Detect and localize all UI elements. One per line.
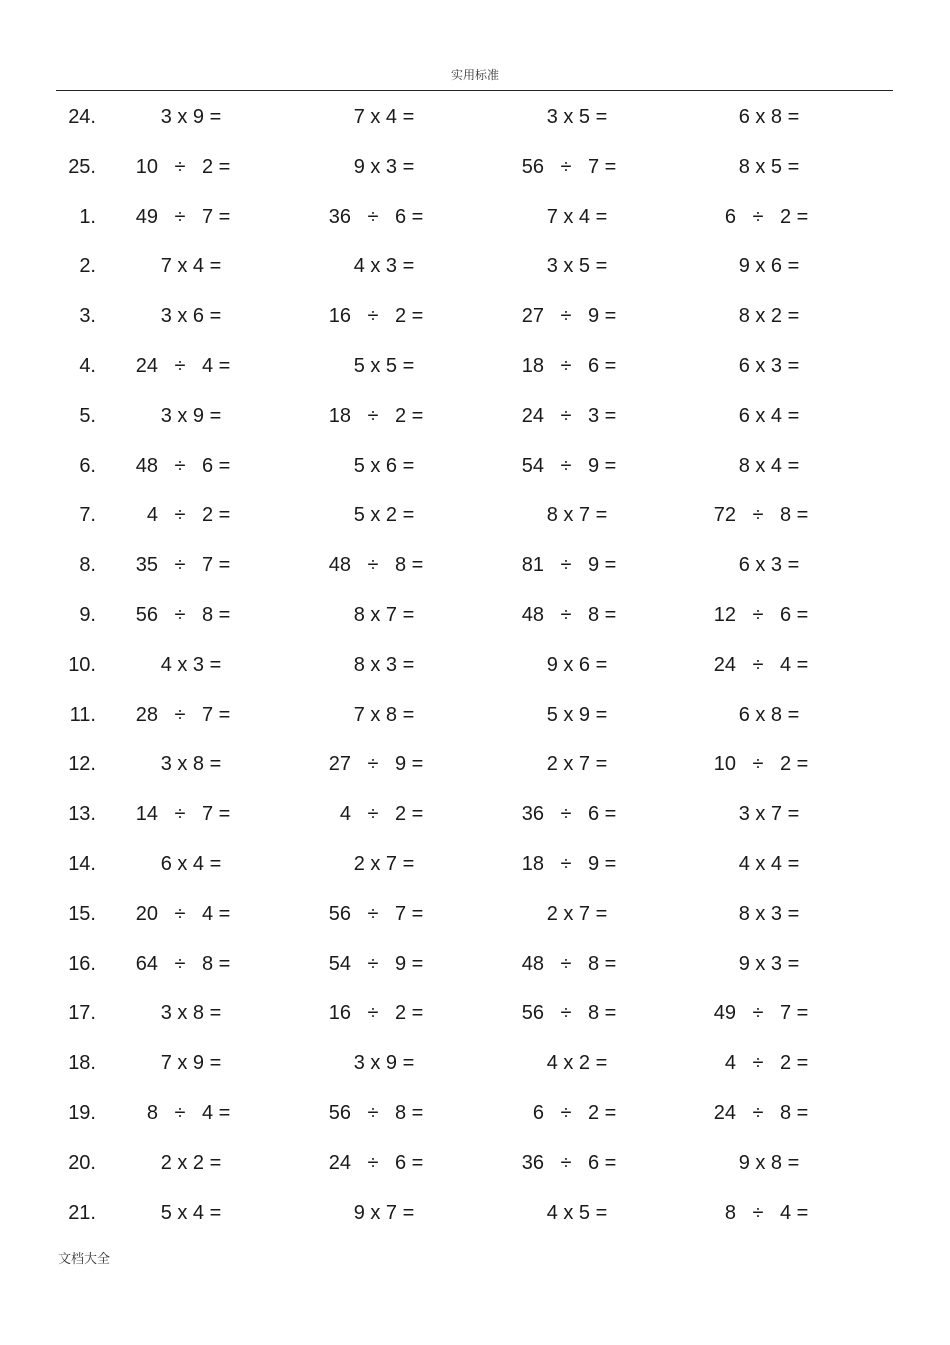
multiplication-problem: 3 x 8 = [160, 1002, 222, 1025]
division-problem: 36 ÷ 6 = [521, 803, 617, 826]
problem-row [0, 1196, 950, 1246]
division-problem: 12 ÷ 6 = [713, 603, 809, 626]
division-problem: 24 ÷ 4 = [713, 653, 809, 676]
division-problem: 48 ÷ 8 = [521, 952, 617, 975]
division-problem: 27 ÷ 9 = [328, 753, 424, 776]
problem-number: 6. [79, 454, 96, 477]
problem-row [0, 747, 950, 797]
problem-row [0, 698, 950, 748]
multiplication-problem: 5 x 5 = [353, 354, 415, 377]
multiplication-problem: 4 x 4 = [738, 852, 800, 875]
problem-row [0, 200, 950, 250]
division-problem: 81 ÷ 9 = [521, 554, 617, 577]
division-problem: 18 ÷ 6 = [521, 354, 617, 377]
division-problem: 18 ÷ 9 = [521, 852, 617, 875]
multiplication-problem: 3 x 9 = [353, 1052, 415, 1075]
division-problem: 28 ÷ 7 = [135, 703, 231, 726]
division-problem: 24 ÷ 3 = [521, 404, 617, 427]
multiplication-problem: 2 x 2 = [160, 1151, 222, 1174]
problem-number: 20. [68, 1151, 96, 1174]
division-problem: 4 ÷ 2 = [146, 504, 231, 527]
multiplication-problem: 6 x 8 = [738, 703, 800, 726]
problem-row [0, 947, 950, 997]
division-problem: 10 ÷ 2 = [135, 155, 231, 178]
multiplication-problem: 6 x 3 = [738, 354, 800, 377]
division-problem: 24 ÷ 4 = [135, 354, 231, 377]
problem-row [0, 648, 950, 698]
problem-row [0, 498, 950, 548]
multiplication-problem: 5 x 2 = [353, 504, 415, 527]
multiplication-problem: 5 x 4 = [160, 1201, 222, 1224]
division-problem: 20 ÷ 4 = [135, 902, 231, 925]
division-problem: 56 ÷ 7 = [521, 155, 617, 178]
problem-number: 5. [79, 404, 96, 427]
problem-row [0, 1096, 950, 1146]
problem-number: 10. [68, 653, 96, 676]
division-problem: 14 ÷ 7 = [135, 803, 231, 826]
problem-number: 24. [68, 106, 96, 128]
problem-row [0, 598, 950, 648]
problem-row [0, 1146, 950, 1196]
multiplication-problem: 8 x 3 = [353, 653, 415, 676]
problem-number: 19. [68, 1101, 96, 1124]
multiplication-problem: 8 x 7 = [353, 603, 415, 626]
multiplication-problem: 3 x 5 = [546, 106, 608, 128]
multiplication-problem: 3 x 7 = [738, 803, 800, 826]
problem-row [0, 299, 950, 349]
multiplication-problem: 6 x 3 = [738, 554, 800, 577]
multiplication-problem: 9 x 7 = [353, 1201, 415, 1224]
problem-row [0, 797, 950, 847]
problem-number: 9. [79, 603, 96, 626]
division-problem: 8 ÷ 4 = [724, 1201, 809, 1224]
multiplication-problem: 3 x 8 = [160, 753, 222, 776]
multiplication-problem: 9 x 6 = [738, 255, 800, 278]
division-problem: 48 ÷ 8 = [328, 554, 424, 577]
multiplication-problem: 6 x 4 = [738, 404, 800, 427]
division-problem: 54 ÷ 9 = [328, 952, 424, 975]
division-problem: 6 ÷ 2 = [724, 205, 809, 228]
division-problem: 27 ÷ 9 = [521, 305, 617, 328]
division-problem: 18 ÷ 2 = [328, 404, 424, 427]
problem-number: 13. [68, 803, 96, 826]
division-problem: 72 ÷ 8 = [713, 504, 809, 527]
multiplication-problem: 6 x 8 = [738, 106, 800, 128]
page-footer: 文档大全 [58, 1252, 111, 1267]
division-problem: 56 ÷ 8 = [328, 1101, 424, 1124]
problem-row [0, 449, 950, 499]
problem-row [0, 100, 950, 150]
multiplication-problem: 9 x 6 = [546, 653, 608, 676]
problem-number: 11. [69, 703, 96, 726]
division-problem: 16 ÷ 2 = [328, 305, 424, 328]
multiplication-problem: 4 x 5 = [546, 1201, 608, 1224]
problem-row [0, 349, 950, 399]
multiplication-problem: 2 x 7 = [546, 753, 608, 776]
header-rule [56, 90, 893, 91]
multiplication-problem: 3 x 9 = [160, 106, 222, 128]
problem-number: 8. [79, 554, 96, 577]
division-problem: 24 ÷ 8 = [713, 1101, 809, 1124]
problem-number: 16. [68, 952, 96, 975]
division-problem: 24 ÷ 6 = [328, 1151, 424, 1174]
division-problem: 36 ÷ 6 = [521, 1151, 617, 1174]
problem-row [0, 399, 950, 449]
multiplication-problem: 4 x 3 = [160, 653, 222, 676]
multiplication-problem: 5 x 6 = [353, 454, 415, 477]
problem-number: 12. [68, 753, 96, 776]
multiplication-problem: 8 x 7 = [546, 504, 608, 527]
division-problem: 35 ÷ 7 = [135, 554, 231, 577]
multiplication-problem: 7 x 9 = [160, 1052, 222, 1075]
division-problem: 48 ÷ 8 = [521, 603, 617, 626]
multiplication-problem: 3 x 5 = [546, 255, 608, 278]
multiplication-problem: 8 x 3 = [738, 902, 800, 925]
problem-number: 3. [79, 305, 96, 328]
problem-row [0, 996, 950, 1046]
problem-number: 18. [68, 1052, 96, 1075]
problem-row [0, 897, 950, 947]
multiplication-problem: 6 x 4 = [160, 852, 222, 875]
problem-number: 25. [68, 155, 96, 178]
multiplication-problem: 7 x 4 = [160, 255, 222, 278]
problem-number: 17. [68, 1002, 96, 1025]
division-problem: 10 ÷ 2 = [713, 753, 809, 776]
problem-list [0, 100, 950, 1245]
multiplication-problem: 3 x 9 = [160, 404, 222, 427]
division-problem: 4 ÷ 2 = [724, 1052, 809, 1075]
multiplication-problem: 8 x 4 = [738, 454, 800, 477]
multiplication-problem: 4 x 2 = [546, 1052, 608, 1075]
division-problem: 4 ÷ 2 = [339, 803, 424, 826]
problem-row [0, 150, 950, 200]
problem-number: 14. [68, 852, 96, 875]
multiplication-problem: 9 x 8 = [738, 1151, 800, 1174]
division-problem: 49 ÷ 7 = [135, 205, 231, 228]
multiplication-problem: 9 x 3 = [353, 155, 415, 178]
division-problem: 56 ÷ 7 = [328, 902, 424, 925]
problem-row [0, 249, 950, 299]
problem-number: 21. [68, 1201, 96, 1224]
multiplication-problem: 7 x 4 = [353, 106, 415, 128]
problem-number: 4. [79, 354, 96, 377]
multiplication-problem: 5 x 9 = [546, 703, 608, 726]
division-problem: 16 ÷ 2 = [328, 1002, 424, 1025]
problem-row [0, 548, 950, 598]
division-problem: 56 ÷ 8 = [135, 603, 231, 626]
division-problem: 56 ÷ 8 = [521, 1002, 617, 1025]
multiplication-problem: 2 x 7 = [546, 902, 608, 925]
problem-row [0, 1046, 950, 1096]
division-problem: 64 ÷ 8 = [135, 952, 231, 975]
page-header: 实用标准 [450, 68, 499, 82]
division-problem: 48 ÷ 6 = [135, 454, 231, 477]
division-problem: 8 ÷ 4 = [146, 1101, 231, 1124]
multiplication-problem: 8 x 2 = [738, 305, 800, 328]
multiplication-problem: 3 x 6 = [160, 305, 222, 328]
multiplication-problem: 9 x 3 = [738, 952, 800, 975]
problem-number: 7. [79, 504, 96, 527]
problem-number: 1. [79, 205, 96, 228]
multiplication-problem: 8 x 5 = [738, 155, 800, 178]
division-problem: 49 ÷ 7 = [713, 1002, 809, 1025]
multiplication-problem: 2 x 7 = [353, 852, 415, 875]
division-problem: 36 ÷ 6 = [328, 205, 424, 228]
problem-number: 15. [68, 902, 96, 925]
problem-row [0, 847, 950, 897]
problem-number: 2. [79, 255, 96, 278]
division-problem: 54 ÷ 9 = [521, 454, 617, 477]
multiplication-problem: 7 x 8 = [353, 703, 415, 726]
multiplication-problem: 4 x 3 = [353, 255, 415, 278]
multiplication-problem: 7 x 4 = [546, 205, 608, 228]
division-problem: 6 ÷ 2 = [532, 1101, 617, 1124]
